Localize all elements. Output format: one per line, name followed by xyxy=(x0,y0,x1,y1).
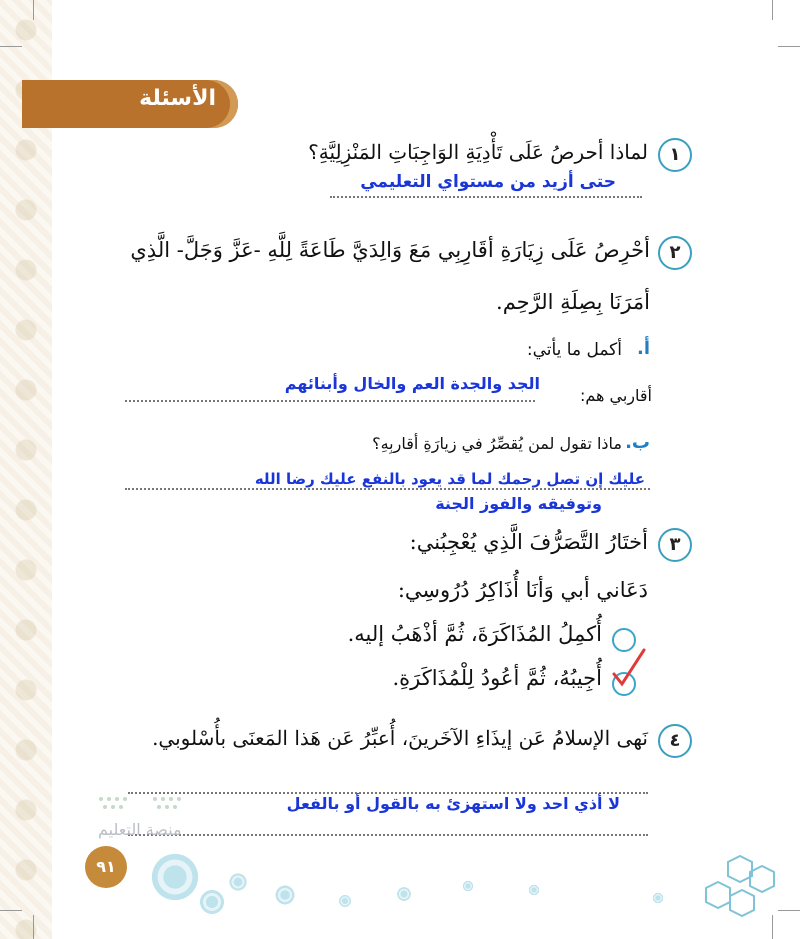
answer-line xyxy=(125,400,535,402)
part-a-prefix: أقاربي هم: xyxy=(579,386,652,405)
part-a-answer[interactable]: الجد والجدة العم والخال وأبنائهم xyxy=(284,374,540,393)
page-border-pattern xyxy=(0,0,52,939)
answer-line xyxy=(128,834,648,836)
decorative-rosette xyxy=(652,892,664,904)
crop-mark xyxy=(778,910,800,911)
part-b-answer-line1[interactable]: عليك إن تصل رحمك لما قد يعود بالنفع عليك رضا الله xyxy=(254,470,645,488)
crop-mark xyxy=(0,46,22,47)
page-number: ٩١ xyxy=(85,846,127,888)
part-a-marker: أ. xyxy=(636,338,650,359)
decorative-rosette xyxy=(338,894,352,908)
option-1-text: أُكمِلُ المُذَاكَرَةَ، ثُمَّ أذْهَبُ إليه. xyxy=(347,622,602,646)
part-a-label: أكمل ما يأتي: xyxy=(526,340,622,360)
question-number-4: ٤ xyxy=(658,724,692,758)
logo-dots-icon xyxy=(95,793,190,817)
question-4-text: نَهى الإسلامُ عَن إيذَاءِ الآخَرينَ، أُعبِّرُ عَن هَذا المَعنَى بأُسْلوبي. xyxy=(152,726,648,750)
decorative-rosette xyxy=(198,888,226,916)
geometric-decoration-icon xyxy=(700,852,780,922)
question-2-text-line1: أحْرِصُ عَلَى زِيَارَةِ أقَارِبِي مَعَ وَالِدَيَّ طَاعَةً لِلَّهِ -عَزَّ وَجَلَّ- الَّذِي xyxy=(130,238,650,262)
question-number-1: ١ xyxy=(658,138,692,172)
decorative-rosette xyxy=(274,884,296,906)
part-b-label: ماذا تقول لمن يُقصِّرُ في زيارَةِ أقاربِهِ؟ xyxy=(372,434,622,453)
decorative-rosette xyxy=(528,884,540,896)
crop-mark xyxy=(778,46,800,47)
decorative-rosette xyxy=(396,886,412,902)
question-1-text: لماذا أحرصُ عَلَى تَأْدِيَةِ الوَاجِبَاتِ المَنْزِلِيَّةِ؟ xyxy=(308,140,648,164)
answer-line xyxy=(330,196,642,198)
question-number-2: ٢ xyxy=(658,236,692,270)
question-number-3: ٣ xyxy=(658,528,692,562)
platform-logo-text: منصة التعليم xyxy=(98,820,182,839)
part-b-marker: ب. xyxy=(625,432,650,453)
crop-mark xyxy=(33,0,34,20)
question-2-text-line2: أمَرَنَا بِصِلَةِ الرَّحِم. xyxy=(496,290,650,314)
crop-mark xyxy=(33,915,34,939)
answer-line xyxy=(125,488,650,490)
question-1-answer[interactable]: حتى أزيد من مستواي التعليمي xyxy=(360,172,616,192)
question-3-scenario: دَعَاني أبي وَأنَا أُذَاكِرُ دُرُوسِي: xyxy=(397,578,648,602)
part-b-answer-line2[interactable]: وتوفيقه والفوز الجنة xyxy=(435,494,602,513)
question-4-answer[interactable]: لا أذي احد ولا استهزئ به بالقول أو بالفعل xyxy=(286,794,620,813)
decorative-rosette xyxy=(228,872,248,892)
section-title: الأسئلة xyxy=(139,86,216,111)
decorative-rosette xyxy=(148,850,202,904)
crop-mark xyxy=(0,910,22,911)
crop-mark xyxy=(772,0,773,20)
option-2-text: أُجِيبُهُ، ثُمَّ أعُودُ لِلْمُذَاكَرَةِ. xyxy=(392,666,602,690)
question-3-text: أختَارُ التَّصَرُّفَ الَّذِي يُعْجِبُني: xyxy=(409,530,648,554)
checkmark-icon xyxy=(608,644,648,688)
decorative-rosette xyxy=(462,880,474,892)
section-header xyxy=(22,80,238,128)
